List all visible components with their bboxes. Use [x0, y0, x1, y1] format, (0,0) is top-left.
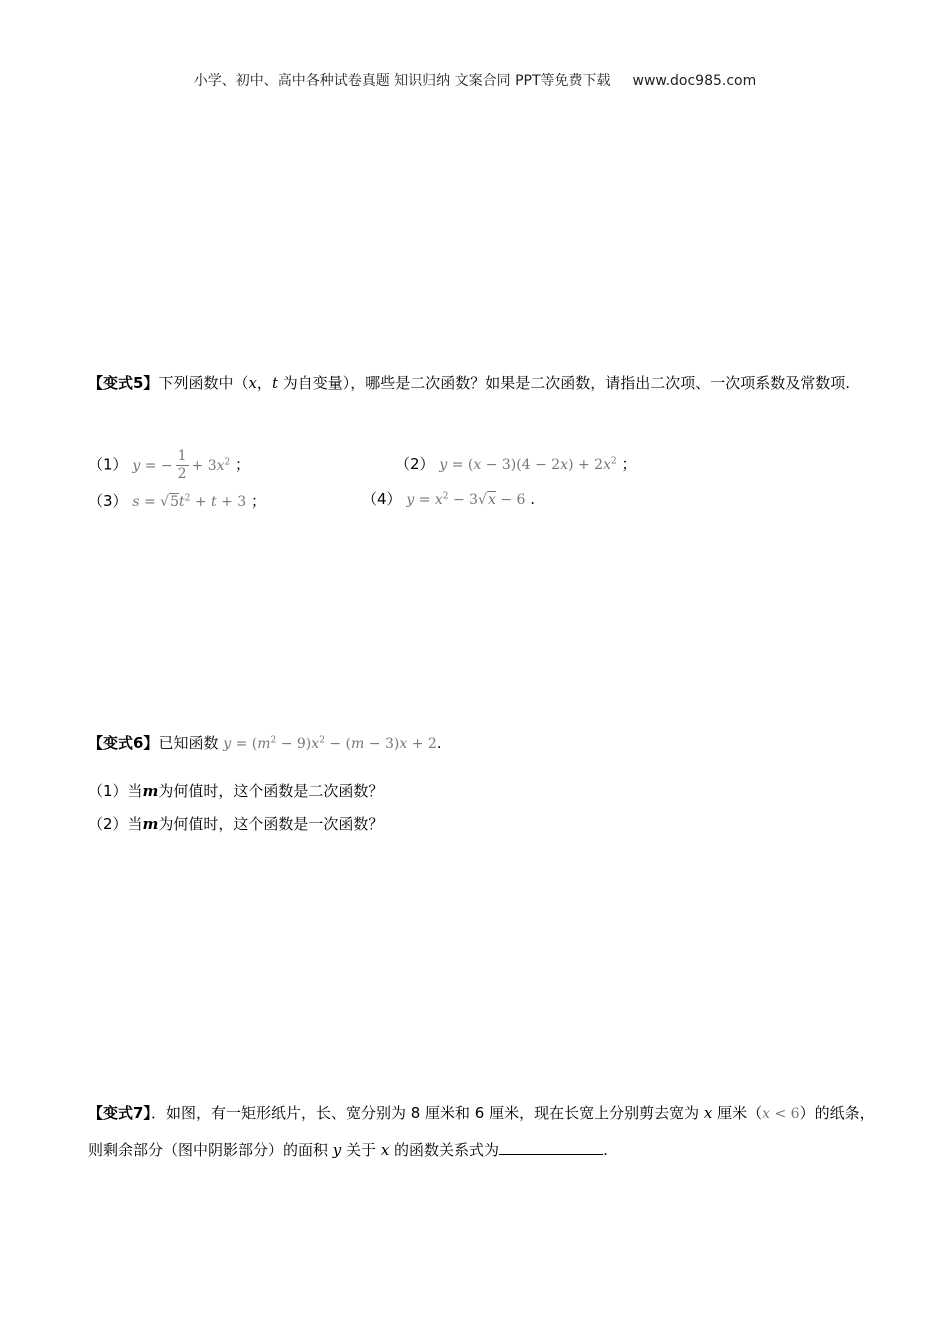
v5-item-1: （1） y = − $\frac{1}{2}$ + $3x^2$ ； [88, 448, 251, 482]
v5-item-2: （2） $y = (x - 3)(4 - 2x) + 2x^2$ ； [395, 455, 637, 473]
v7-tag: 【变式7】 [88, 1104, 151, 1122]
v5-statement: 【变式5】下列函数中（x，t 为自变量），哪些是二次函数？如果是二次函数，请指出二次项、一次项系数及常数项. [88, 374, 851, 392]
v5-formula-4: $y = x^2 - 3√x - 6$ [406, 491, 526, 508]
v6-question-2: （2）当m为何值时，这个函数是一次函数？ [88, 815, 384, 833]
v6-formula: $y = (m^2 - 9)x^2 - (m - 3)x + 2$ [223, 735, 437, 752]
v5-formula-2: $y = (x - 3)(4 - 2x) + 2x^2$ [439, 456, 617, 473]
v5-item-4: （4） $y = x^2 - 3√x - 6$ . [362, 490, 535, 508]
header-text: 小学、初中、高中各种试卷真题 知识归纳 文案合同 PPT等免费下载 [193, 73, 611, 89]
v5-formula-3: $s = √5t^2 + t + 3$ [132, 493, 247, 510]
v5-item-3: （3） $s = √5t^2 + t + 3$ ； [88, 492, 266, 510]
v5-formula-1: y = − $\frac{1}{2}$ + $3x^2$ [132, 448, 231, 482]
header-site[interactable]: www.doc985.com [632, 73, 757, 89]
v6-question-1: （1）当m为何值时，这个函数是二次函数？ [88, 782, 384, 800]
v7-statement: 【变式7】．如图，有一矩形纸片，长、宽分别为 8 厘米和 6 厘米，现在长宽上分别剪去宽为 x 厘米（x < 6）的纸条，则剩余部分（图中阴影部分）的面积 y 关于 x 的函数关系式为 . [88, 1104, 875, 1159]
v6-statement: 【变式6】已知函数 $y = (m^2 - 9)x^2 - (m - 3)x + 2$. [88, 734, 442, 752]
v6-tag: 【变式6】 [88, 734, 159, 752]
answer-blank[interactable] [499, 1140, 603, 1155]
v7-condition: x < 6 [762, 1106, 800, 1122]
v5-tag: 【变式5】 [88, 374, 159, 392]
page-header [0, 70, 950, 90]
